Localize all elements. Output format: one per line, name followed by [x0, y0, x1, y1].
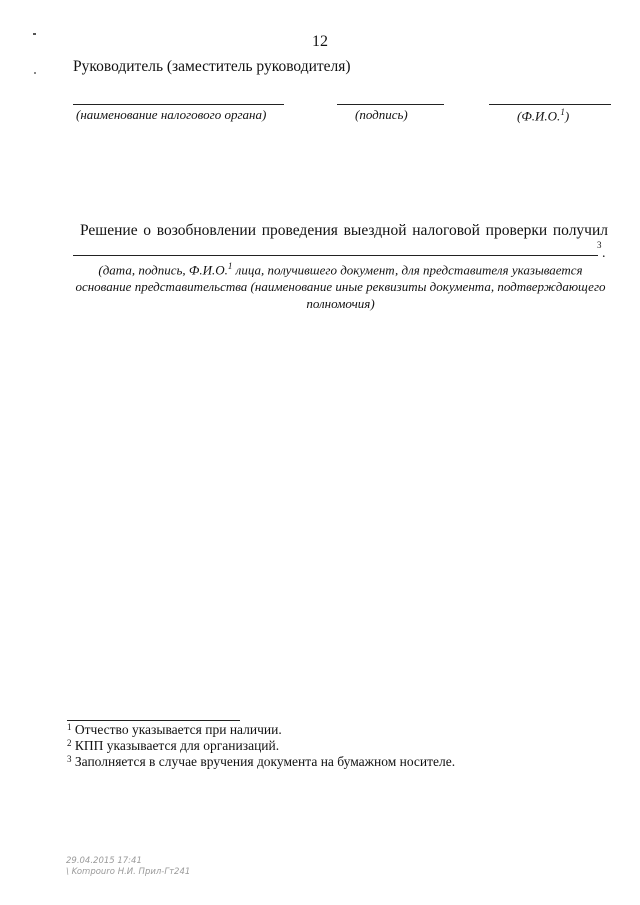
- scan-speck: [34, 72, 36, 74]
- end-mark: .: [602, 246, 606, 261]
- print-stamp-date: 29.04.2015 17:41: [66, 856, 142, 866]
- recipient-caption-part1: (дата, подпись, Ф.И.О.: [98, 262, 228, 278]
- recipient-caption-part2: лица, получившего документ, для представителя указывается основание представительства (наименование иные реквизиты документа, подтверждающего полномочия): [75, 262, 606, 312]
- footnote-2: [67, 738, 279, 754]
- footnote-ref: 3: [597, 240, 602, 250]
- fio-caption-suffix: ): [564, 108, 570, 124]
- footnote-text: КПП указывается для организаций.: [74, 738, 280, 753]
- receipt-statement: Решение о возобновлении проведения выездной налоговой проверки получил: [80, 222, 608, 239]
- organ-name-caption: (наименование налогового органа): [76, 107, 267, 122]
- fio-caption: [517, 107, 569, 124]
- footnote-text: Отчество указывается при наличии.: [74, 722, 282, 737]
- footnote-1: [67, 722, 282, 738]
- print-stamp-author: \ Kompouro Н.И. Прил-Гт241: [66, 867, 191, 877]
- footnote-separator: [67, 720, 240, 721]
- footnote-text: Заполняется в случае вручения документа на бумажном носителе.: [74, 754, 456, 769]
- signature-line: [337, 104, 444, 105]
- organ-name-line: [73, 104, 284, 105]
- footnote-ref: 1: [227, 261, 233, 271]
- footnote-mark: 1: [67, 722, 72, 732]
- recipient-caption: [73, 258, 608, 312]
- fio-line: [489, 104, 611, 105]
- recipient-line: [73, 255, 598, 256]
- footnote-ref: 1: [560, 107, 565, 117]
- signature-caption: (подпись): [355, 107, 408, 122]
- footnote-3: [67, 754, 455, 770]
- signatory-heading: Руководитель (заместитель руководителя): [73, 58, 351, 75]
- footnote-mark: 3: [67, 754, 72, 764]
- page-number: 12: [312, 33, 328, 50]
- footnote-mark: 2: [67, 738, 72, 748]
- fio-caption-prefix: (Ф.И.О.: [517, 108, 561, 124]
